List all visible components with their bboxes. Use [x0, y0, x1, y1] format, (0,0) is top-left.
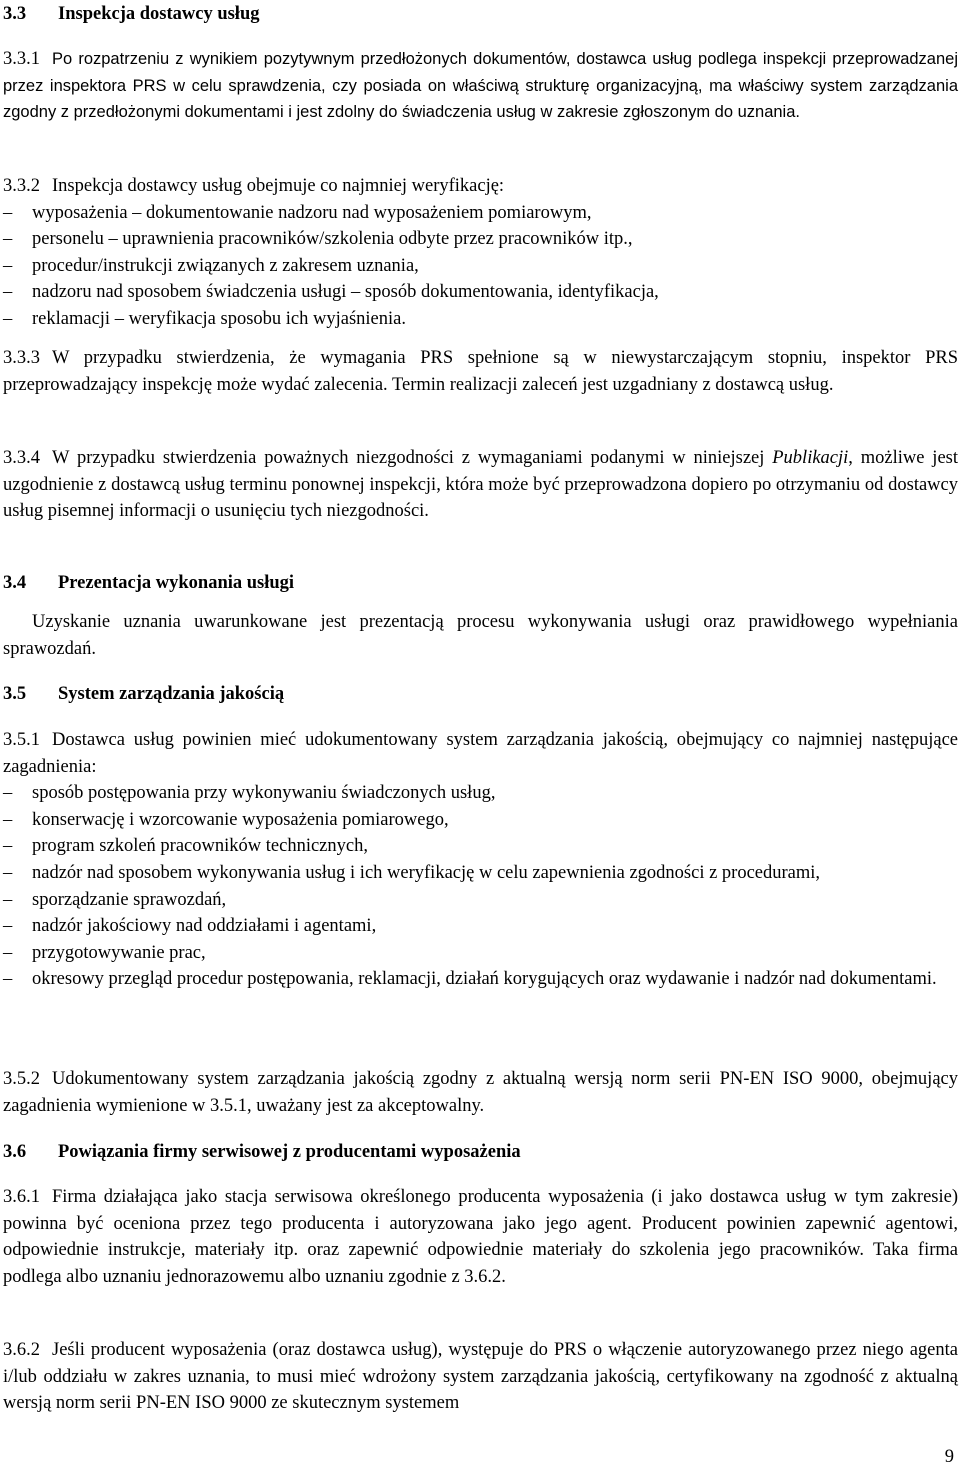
paragraph-3-6-1: [3, 1184, 958, 1290]
paragraph-number: 3.5.1: [3, 730, 40, 750]
paragraph-3-3-2: [3, 173, 958, 333]
paragraph-text: Po rozpatrzeniu z wynikiem pozytywnym przedłożonych dokumentów, dostawca usług podlega inspekcji przeprowadzanej przez inspektora PRS w celu sprawdzenia, czy posiada on właściwą strukturę organizacyjną, ma właściwy system zarządzania zgodny z przedłożonymi dokumentami i jest zdolny do świadczenia usług w zakresie zgłoszonym do uznania.: [3, 50, 958, 122]
section-3-3: [3, 1, 958, 28]
section-3-4: [3, 570, 958, 597]
list-item: – wyposażenia – dokumentowanie nadzoru nad wyposażeniem pomiarowym,: [3, 200, 958, 227]
section-3-6: [3, 1139, 958, 1166]
paragraph-number: 3.6.1: [3, 1187, 40, 1207]
list-item: – personelu – uprawnienia pracowników/szkolenia odbyte przez pracowników itp.,: [3, 226, 958, 253]
page-number: 9: [944, 1447, 954, 1467]
heading-3-6: 3.6 Powiązania firmy serwisowej z producentami wyposażenia: [3, 1142, 521, 1162]
paragraph-number: 3.3.1: [3, 49, 40, 69]
list-item: – program szkoleń pracowników technicznych,: [3, 833, 958, 860]
paragraph-number: 3.3.4: [3, 448, 40, 468]
paragraph-text: Udokumentowany system zarządzania jakością zgodny z aktualną wersją norm serii PN-EN ISO 9000, obejmujący zagadnienia wymienione w 3.5.1, uważany jest za akceptowalny.: [3, 1069, 958, 1116]
publication-reference: Publikacji: [772, 448, 849, 468]
list-item: – okresowy przegląd procedur postępowania, reklamacji, działań korygujących oraz wydawanie i nadzór nad dokumentami.: [3, 966, 958, 993]
paragraph-number: 3.6.2: [3, 1340, 40, 1360]
paragraph-3-5-1: [3, 727, 958, 993]
paragraph-text: Jeśli producent wyposażenia (oraz dostawca usług), występuje do PRS o włączenie autoryzowanego przez niego agenta i/lub oddziału w zakres uznania, to musi mieć wdrożony system zarządzania jakością, certyfikowany na zgodność z aktualną wersją norm serii PN-EN ISO 9000 ze skutecznym systemem: [3, 1340, 958, 1414]
paragraph-number: 3.3.3: [3, 348, 40, 368]
paragraph-3-3-1: [3, 46, 958, 126]
paragraph-3-3-3: [3, 345, 958, 398]
section-3-5: [3, 681, 958, 708]
paragraph-number: 3.3.2: [3, 176, 40, 196]
list-item: – reklamacji – weryfikacja sposobu ich wyjaśnienia.: [3, 306, 958, 333]
paragraph-number: 3.5.2: [3, 1069, 40, 1089]
paragraph-text: W przypadku stwierdzenia poważnych niezgodności z wymaganiami podanymi w niniejszej: [52, 448, 765, 468]
heading-3-3: 3.3 Inspekcja dostawcy usług: [3, 4, 260, 24]
list-item: – konserwację i wzorcowanie wyposażenia pomiarowego,: [3, 807, 958, 834]
paragraph-3-6-2: [3, 1337, 958, 1417]
list-item: – nadzoru nad sposobem świadczenia usługi – sposób dokumentowania, identyfikacja,: [3, 279, 958, 306]
paragraph-3-5-2: [3, 1066, 958, 1119]
paragraph-text: Inspekcja dostawcy usług obejmuje co najmniej weryfikację:: [52, 176, 505, 196]
paragraph-text: W przypadku stwierdzenia, że wymagania PRS spełnione są w niewystarczającym stopniu, inspektor PRS przeprowadzający inspekcję może wydać zalecenia. Termin realizacji zaleceń jest uzgadniany z dostawcą usług.: [3, 348, 958, 395]
list-item: – nadzór jakościowy nad oddziałami i agentami,: [3, 913, 958, 940]
quality-system-list: [3, 780, 958, 993]
verification-list: [3, 200, 958, 333]
list-item: – sposób postępowania przy wykonywaniu świadczonych usług,: [3, 780, 958, 807]
list-item: – sporządzanie sprawozdań,: [3, 887, 958, 914]
paragraph-text: Uzyskanie uznania uwarunkowane jest prezentacją procesu wykonywania usługi oraz prawidłowego wypełniania sprawozdań.: [3, 612, 958, 659]
heading-3-5: 3.5 System zarządzania jakością: [3, 684, 285, 704]
list-item: – procedur/instrukcji związanych z zakresem uznania,: [3, 253, 958, 280]
paragraph-3-4: [3, 609, 958, 662]
list-item: – nadzór nad sposobem wykonywania usług i ich weryfikację w celu zapewnienia zgodności z procedurami,: [3, 860, 958, 887]
paragraph-text: , możliwe jest uzgodnienie z dostawcą usług terminu ponownej inspekcji, która może być przeprowadzona dopiero po otrzymaniu od dostawcy usług pisemnej informacji o usunięciu tych niezgodności.: [3, 448, 958, 522]
paragraph-text: Firma działająca jako stacja serwisowa określonego producenta wyposażenia (i jako dostawca usług w tym zakresie) powinna być oceniona przez tego producenta i autoryzowana jako jego agent. Producent powinien zapewnić agentowi, odpowiednie instrukcje, materiały itp. oraz zapewnić odpowiednie materiały do szkolenia jego pracowników. Taka firma podlega albo uznaniu jednorazowemu albo uznaniu zgodnie z 3.6.2.: [3, 1187, 958, 1287]
paragraph-text: Dostawca usług powinien mieć udokumentowany system zarządzania jakością, obejmujący co najmniej następujące zagadnienia:: [3, 730, 958, 777]
paragraph-3-3-4: [3, 445, 958, 525]
heading-3-4: 3.4 Prezentacja wykonania usługi: [3, 573, 295, 593]
list-item: – przygotowywanie prac,: [3, 940, 958, 967]
